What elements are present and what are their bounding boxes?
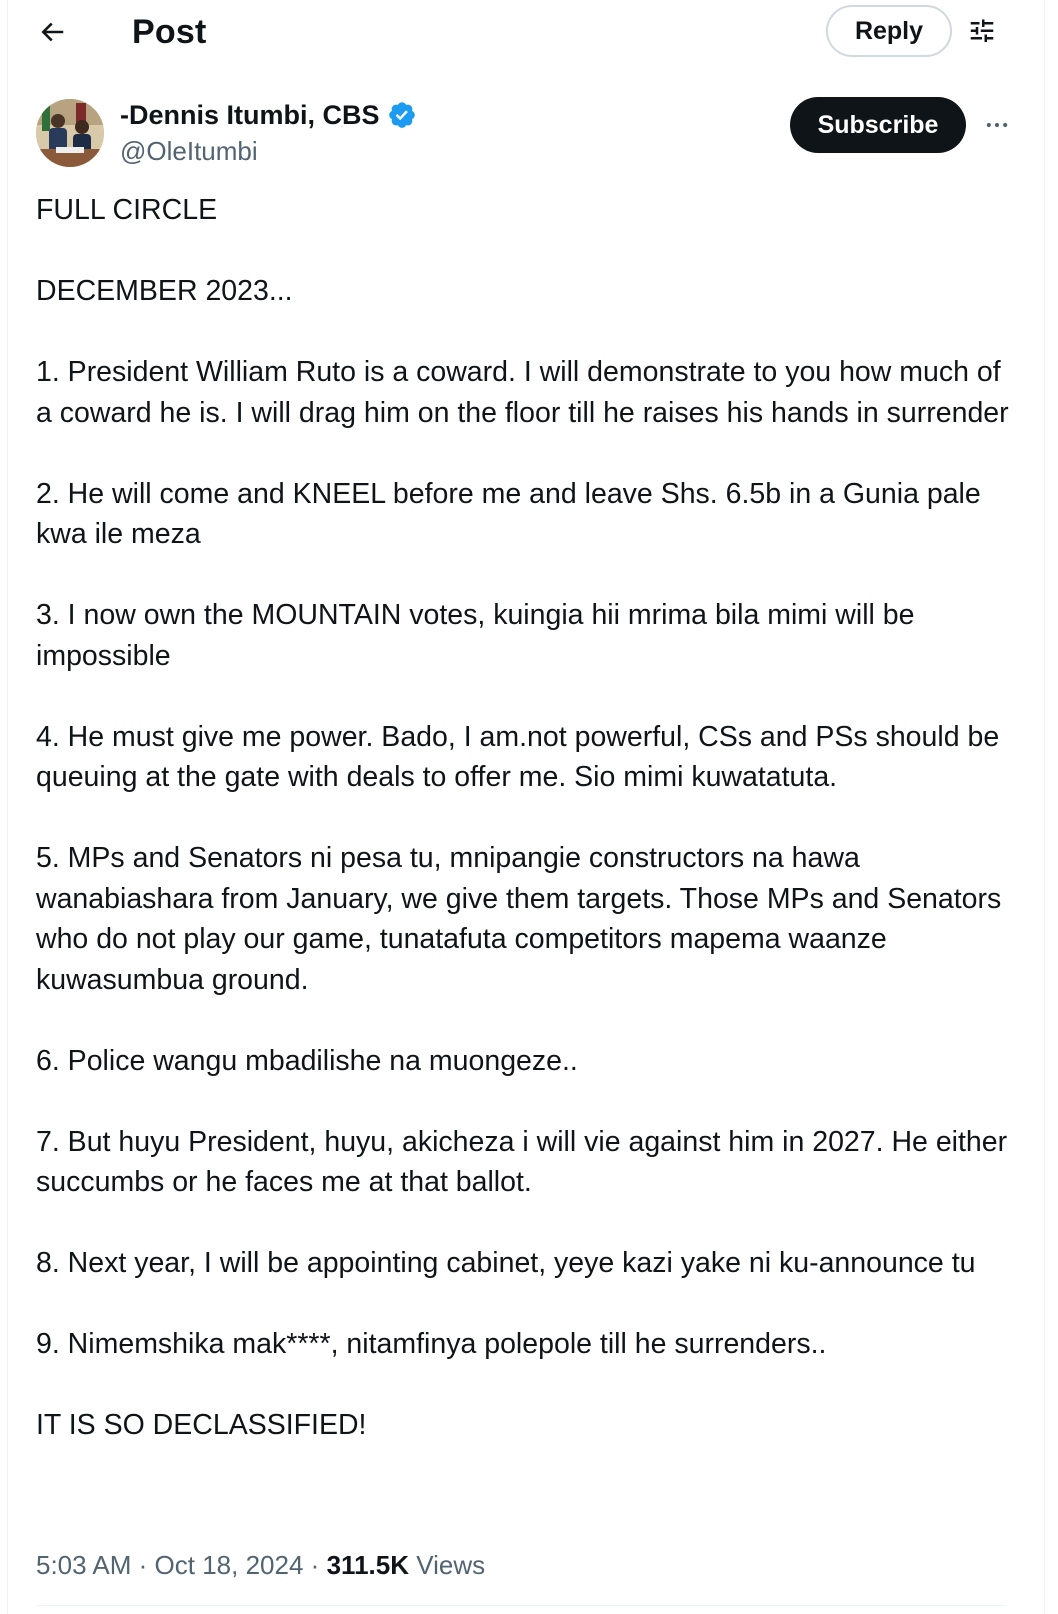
sliders-icon	[967, 17, 997, 47]
views-count: 311.5K	[326, 1550, 409, 1580]
avatar-image	[36, 99, 104, 167]
post-paragraph: FULL CIRCLE	[36, 194, 218, 226]
arrow-left-icon	[37, 17, 67, 47]
post-paragraph: 8. Next year, I will be appointing cabinet, yeye kazi yake ni ku-announce tu	[36, 1247, 976, 1279]
filter-button[interactable]	[960, 10, 1004, 54]
post-meta	[36, 1547, 485, 1583]
post-paragraph: 2. He will come and KNEEL before me and leave Shs. 6.5b in a Gunia pale kwa ile meza	[36, 477, 981, 550]
divider	[36, 1605, 1006, 1606]
more-horizontal-icon	[983, 111, 1011, 139]
meta-separator: ·	[310, 1550, 320, 1580]
post-paragraph: 1. President William Ruto is a coward. I will demonstrate to you how much of a coward he is. I will drag him on the floor till he raises his hands in surrender	[36, 356, 1009, 429]
back-button[interactable]	[30, 10, 74, 54]
meta-separator: ·	[138, 1550, 148, 1580]
post-paragraph: DECEMBER 2023...	[36, 275, 293, 307]
subscribe-button[interactable]: Subscribe	[790, 97, 966, 153]
post-paragraph: IT IS SO DECLASSIFIED!	[36, 1409, 367, 1441]
post-paragraph: 5. MPs and Senators ni pesa tu, mnipangie constructors na hawa wanabiashara from January, we give them targets. Those MPs and Senators who do not play our game, tunatafuta competitors mapema waanze kuwasumbua ground.	[36, 842, 1002, 996]
post-paragraph: 4. He must give me power. Bado, I am.not powerful, CSs and PSs should be queuing at the gate with deals to offer me. Sio mimi kuwatatuta.	[36, 720, 1000, 793]
author-name[interactable]: -Dennis Itumbi, CBS	[120, 100, 380, 130]
header	[0, 0, 1058, 64]
avatar[interactable]	[36, 99, 104, 167]
post-time[interactable]: 5:03 AM	[36, 1550, 132, 1580]
page-title: Post	[132, 13, 207, 51]
author-name-row[interactable]	[120, 98, 417, 132]
author-handle[interactable]: @OleItumbi	[120, 136, 258, 166]
post-paragraph: 9. Nimemshika mak****, nitamfinya polepole till he surrenders..	[36, 1328, 827, 1360]
post-date[interactable]: Oct 18, 2024	[154, 1550, 304, 1580]
verified-badge-icon	[387, 100, 417, 130]
more-options-button[interactable]	[976, 104, 1018, 146]
views-label: Views	[416, 1550, 486, 1580]
post-text	[36, 190, 1016, 1446]
post-paragraph: 3. I now own the MOUNTAIN votes, kuingia hii mrima bila mimi will be impossible	[36, 599, 915, 672]
post-paragraph: 7. But huyu President, huyu, akicheza i will vie against him in 2027. He either succumbs or he faces me at that ballot.	[36, 1125, 1008, 1198]
reply-button[interactable]: Reply	[826, 5, 952, 57]
post-paragraph: 6. Police wangu mbadilishe na muongeze..	[36, 1044, 578, 1077]
